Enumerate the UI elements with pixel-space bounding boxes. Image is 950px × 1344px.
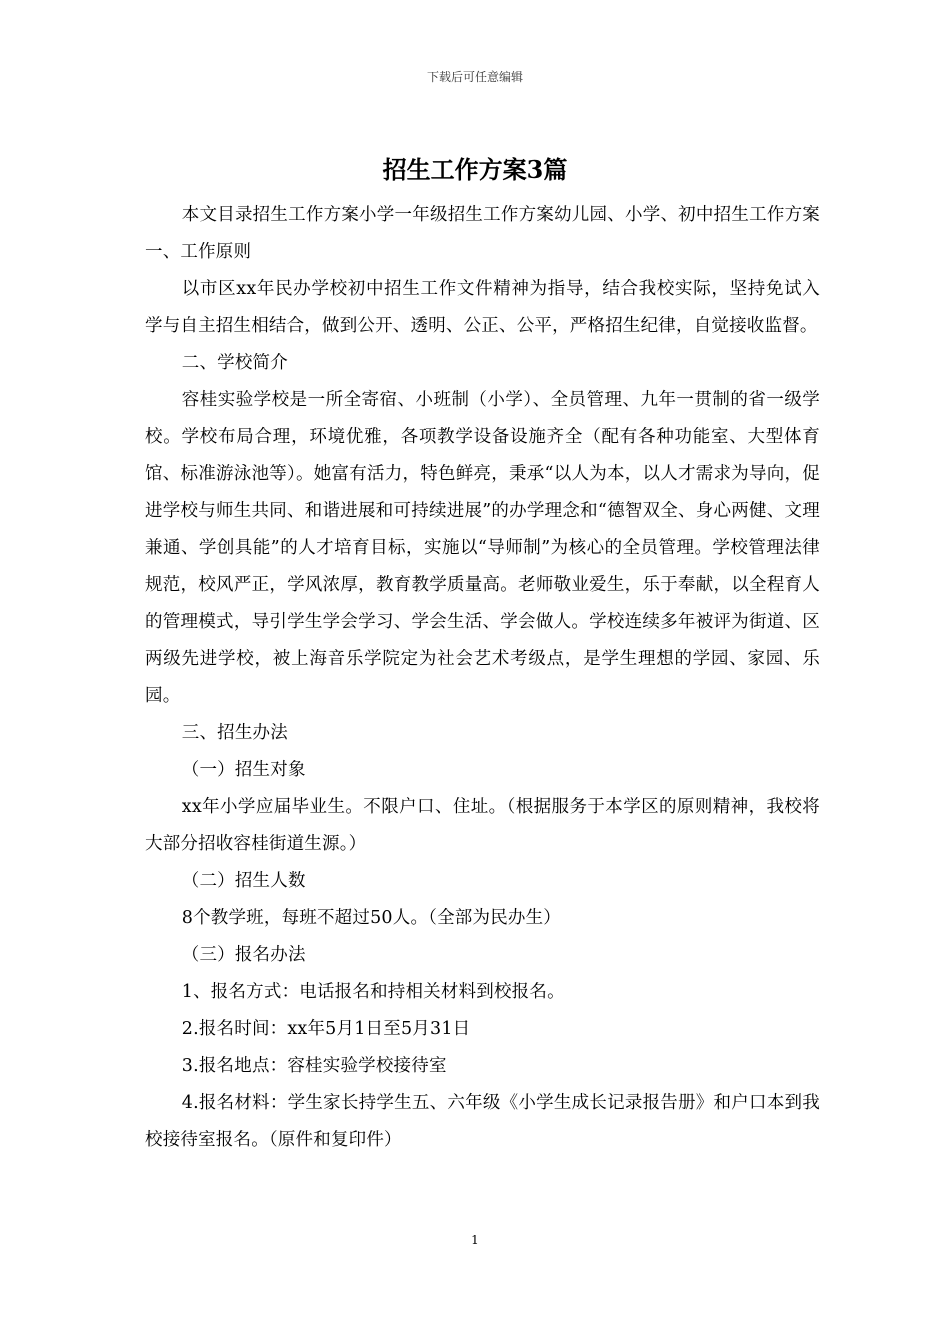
document-body [145, 197, 820, 1159]
heading-enrollment-target: （一）招生对象 [181, 760, 306, 780]
page-number: 1 [471, 1233, 479, 1247]
heading-enrollment-method: 三、招生办法 [181, 723, 288, 743]
document-title: 招生工作方案3篇 [382, 155, 568, 184]
heading-registration-method: （三）报名办法 [181, 945, 306, 965]
paragraph-intro: 本文目录招生工作方案小学一年级招生工作方案幼儿园、小学、初中招生工作方案一、工作原则 [145, 205, 820, 262]
paragraph-school-intro: 容桂实验学校是一所全寄宿、小班制（小学）、全员管理、九年一贯制的省一级学校。学校布局合理，环境优雅，各项教学设备设施齐全（配有各种功能室、大型体育馆、标准游泳池等）。她富有活力，特色鲜亮，秉承“以人为本，以人才需求为导向，促进学校与师生共同、和谐进展和可持续进展”的办学理念和“德智双全、身心两健、文理兼通、学创具能”的人才培育目标，实施以“导师制”为核心的全员管理。学校管理法律规范，校风严正，学风浓厚，教育教学质量高。老师敬业爱生，乐于奉献，以全程育人的管理模式，导引学生学会学习、学会生活、学会做人。学校连续多年被评为街道、区两级先进学校，被上海音乐学院定为社会艺术考级点，是学生理想的学园、家园、乐园。 [145, 390, 820, 706]
paragraph-principles: 以市区xx年民办学校初中招生工作文件精神为指导，结合我校实际，坚持免试入学与自主招生相结合，做到公开、透明、公正、公平，严格招生纪律，自觉接收监督。 [145, 279, 820, 336]
paragraph-registration-place: 3.报名地点：容桂实验学校接待室 [181, 1056, 447, 1076]
paragraph-registration-materials: 4.报名材料：学生家长持学生五、六年级《小学生成长记录报告册》和户口本到我校接待室报名。（原件和复印件） [145, 1093, 820, 1150]
paragraph-registration-time: 2.报名时间：xx年5月1日至5月31日 [181, 1019, 471, 1039]
header-note: 下载后可任意编辑 [426, 70, 523, 84]
heading-enrollment-count: （二）招生人数 [181, 871, 306, 891]
paragraph-enrollment-target: xx年小学应届毕业生。不限户口、住址。（根据服务于本学区的原则精神，我校将大部分招收容桂街道生源。） [145, 797, 820, 854]
paragraph-enrollment-count: 8个教学班，每班不超过50人。（全部为民办生） [181, 908, 562, 928]
heading-school-intro: 二、学校简介 [181, 353, 288, 373]
paragraph-registration-mode: 1、报名方式：电话报名和持相关材料到校报名。 [181, 982, 565, 1002]
